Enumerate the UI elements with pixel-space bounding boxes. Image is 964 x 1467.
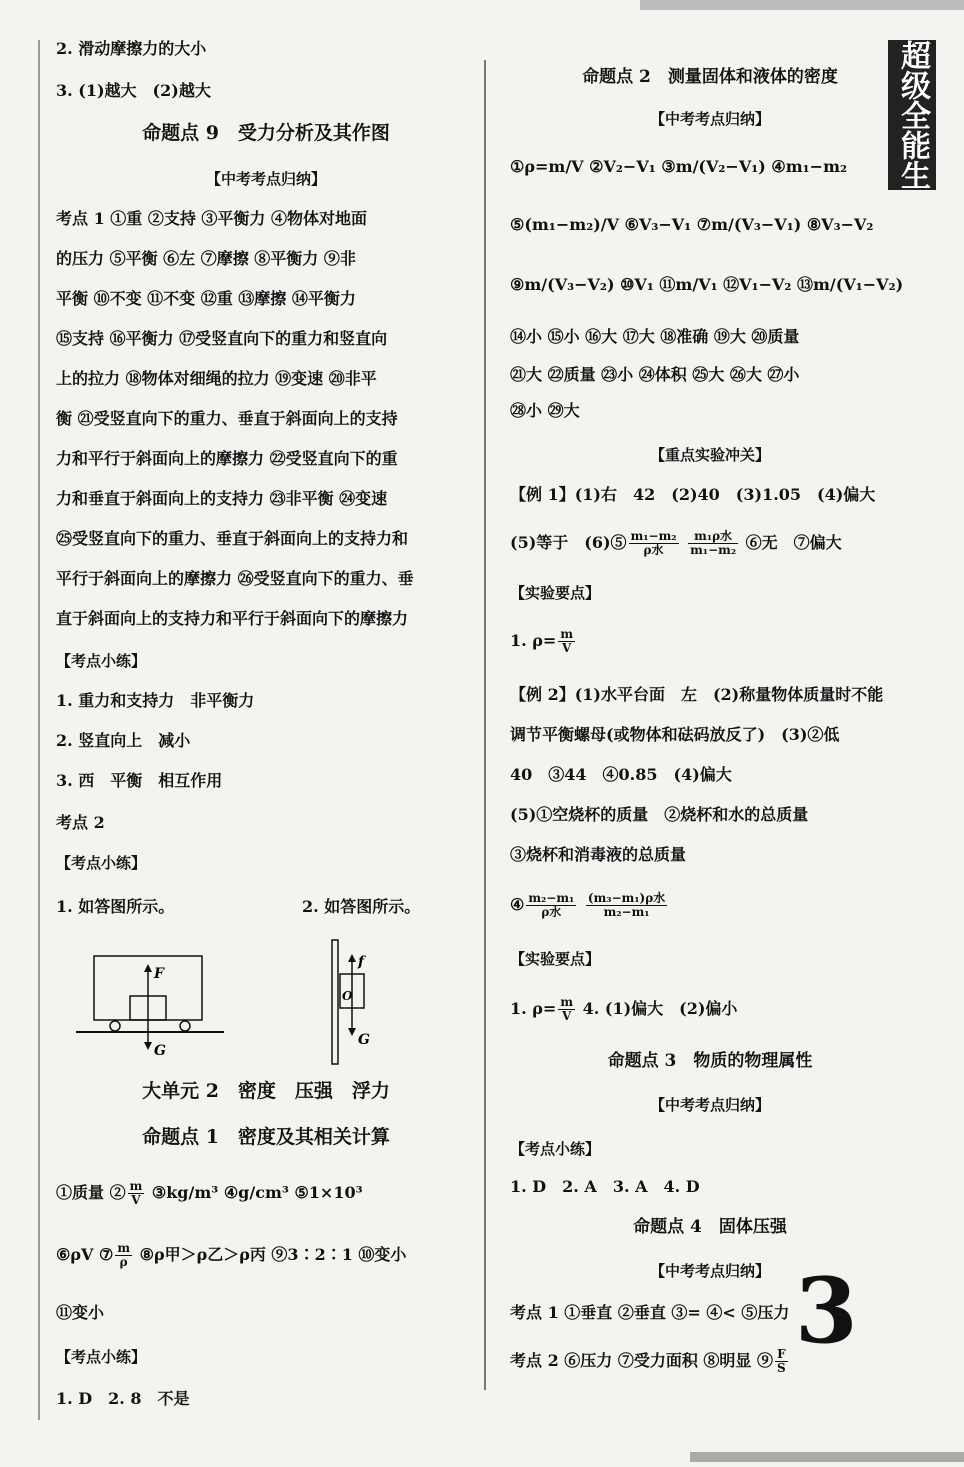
force-label-g: G	[154, 1043, 166, 1059]
denominator: V	[562, 1009, 572, 1023]
section-heading: 命题点 3 物质的物理属性	[607, 1051, 813, 1071]
scan-edge-bottom	[690, 1452, 964, 1462]
denominator: ρ水	[541, 905, 562, 919]
sub-heading: 【考点小练】	[56, 652, 147, 670]
text-span: 考点 2 ⑥压力 ⑦受力面积 ⑧明显 ⑨	[510, 1351, 773, 1370]
binding-edge	[38, 40, 40, 1420]
text-line: ㉑大 ㉒质量 ㉓小 ㉔体积 ㉕大 ㉖大 ㉗小	[510, 365, 800, 384]
text-line: ㉘小 ㉙大	[510, 401, 580, 420]
text-line: 3. (1)越大 (2)越大	[56, 81, 211, 100]
text-line: 考点 1 ①重 ②支持 ③平衡力 ④物体对地面	[56, 209, 367, 228]
text-line: 的压力 ⑤平衡 ⑥左 ⑦摩擦 ⑧平衡力 ⑨非	[56, 249, 356, 268]
text-line: ①ρ=m/V ②V₂−V₁ ③m/(V₂−V₁) ④m₁−m₂	[510, 157, 848, 176]
force-label-g2: G	[358, 1032, 370, 1048]
text-line: ⑤(m₁−m₂)/V ⑥V₃−V₁ ⑦m/(V₃−V₁) ⑧V₃−V₂	[510, 215, 874, 234]
numerator: m₂−m₁	[528, 891, 575, 905]
text-line	[510, 1348, 790, 1375]
fraction	[128, 1180, 145, 1207]
fraction	[629, 530, 679, 557]
fraction	[558, 996, 575, 1023]
text-line: 2. 如答图所示。	[302, 897, 421, 916]
force-label-f2: f	[358, 954, 365, 970]
numerator: m₁−m₂	[630, 529, 677, 543]
column-divider	[484, 60, 486, 1390]
text-line: 调节平衡螺母(或物体和砝码放反了) (3)②低	[510, 725, 840, 744]
text-line: 衡 ㉑受竖直向下的重力、垂直于斜面向上的支持	[56, 409, 398, 428]
numerator: m	[560, 627, 574, 641]
text-line: 考点 1 ①垂直 ②垂直 ③= ④< ⑤压力	[510, 1303, 790, 1322]
numerator: m	[560, 995, 574, 1009]
fraction	[688, 530, 738, 557]
text-line: 【例 2】(1)水平台面 左 (2)称量物体质量时不能	[510, 685, 884, 704]
force-diagram-wall	[322, 938, 402, 1068]
text-line: ⑭小 ⑮小 ⑯大 ⑰大 ⑱准确 ⑲大 ⑳质量	[510, 327, 800, 346]
text-line: 考点 2	[56, 813, 105, 832]
sub-heading: 【中考考点归纳】	[649, 110, 770, 128]
text-line: 平行于斜面向上的摩擦力 ㉖受竖直向下的重力、垂	[56, 569, 414, 588]
text-line: 1. D 2. 8 不是	[56, 1389, 190, 1408]
numerator: m₁ρ水	[688, 530, 738, 544]
text-line: 1. D 2. A 3. A 4. D	[510, 1177, 700, 1196]
numerator: F	[775, 1348, 788, 1362]
fraction	[526, 892, 576, 919]
text-line: 40 ③44 ④0.85 (4)偏大	[510, 765, 732, 784]
point-label-o: O	[342, 989, 353, 1003]
text-line: ⑪变小	[56, 1303, 105, 1322]
sub-heading: 【中考考点归纳】	[205, 170, 326, 188]
text-line: ⑮支持 ⑯平衡力 ⑰受竖直向下的重力和竖直向	[56, 329, 388, 348]
text-line: 上的拉力 ⑱物体对细绳的拉力 ⑲变速 ⑳非平	[56, 369, 377, 388]
denominator: ρ水	[643, 543, 664, 557]
sub-heading: 【中考考点归纳】	[649, 1262, 770, 1280]
text-line	[510, 628, 577, 655]
text-line: 1. 如答图所示。	[56, 897, 175, 916]
denominator: m₂−m₁	[603, 905, 650, 919]
section-heading: 命题点 2 测量固体和液体的密度	[582, 67, 838, 87]
force-diagram-cart	[74, 950, 234, 1060]
section-heading: 命题点 9 受力分析及其作图	[142, 122, 390, 144]
section-heading: 命题点 4 固体压强	[633, 1217, 787, 1237]
fraction	[115, 1242, 132, 1269]
text-span: 1. ρ=	[510, 631, 557, 650]
text-line: ③烧杯和消毒液的总质量	[510, 845, 687, 864]
force-label-f: F	[154, 966, 164, 982]
sub-heading: 【中考考点归纳】	[649, 1096, 770, 1114]
text-line: ㉕受竖直向下的重力、垂直于斜面向上的支持力和	[56, 529, 409, 548]
sub-heading: 【重点实验冲关】	[649, 446, 770, 464]
page-number: 3	[795, 1258, 858, 1364]
denominator: m₁−m₂	[690, 543, 737, 557]
text-line: 力和平行于斜面向上的摩擦力 ㉒受竖直向下的重	[56, 449, 398, 468]
text-span: 4. (1)偏大 (2)偏小	[582, 999, 738, 1018]
sub-heading: 【实验要点】	[510, 584, 601, 602]
numerator: (m₃−m₁)ρ水	[587, 891, 666, 905]
text-line: 力和垂直于斜面向上的支持力 ㉓非平衡 ㉔变速	[56, 489, 388, 508]
numerator: m	[117, 1241, 131, 1255]
text-line: 【例 1】(1)右 42 (2)40 (3)1.05 (4)偏大	[510, 485, 876, 504]
denominator: V	[131, 1193, 141, 1207]
text-line: 2. 滑动摩擦力的大小	[56, 39, 207, 58]
fraction	[775, 1348, 788, 1375]
sub-heading: 【考点小练】	[56, 854, 147, 872]
fraction	[558, 628, 575, 655]
text-line	[510, 530, 842, 557]
text-span: (5)等于 (6)⑤	[510, 533, 627, 552]
fraction	[586, 892, 667, 919]
sub-heading: 【考点小练】	[510, 1140, 601, 1158]
denominator: ρ	[119, 1255, 128, 1269]
text-line	[510, 892, 669, 919]
text-span: ③kg/m³ ④g/cm³ ⑤1×10³	[151, 1183, 363, 1202]
scan-edge-top	[640, 0, 964, 10]
text-line: (5)①空烧杯的质量 ②烧杯和水的总质量	[510, 805, 809, 824]
text-span: 1. ρ=	[510, 999, 557, 1018]
text-line	[510, 996, 737, 1023]
text-line: ⑨m/(V₃−V₂) ⑩V₁ ⑪m/V₁ ⑫V₁−V₂ ⑬m/(V₁−V₂)	[510, 275, 904, 294]
text-line: 直于斜面向上的支持力和平行于斜面向下的摩擦力	[56, 609, 409, 628]
text-line: 1. 重力和支持力 非平衡力	[56, 691, 255, 710]
numerator: m	[129, 1179, 143, 1193]
text-span: ⑥无 ⑦偏大	[745, 533, 842, 552]
text-line: 平衡 ⑩不变 ⑪不变 ⑫重 ⑬摩擦 ⑭平衡力	[56, 289, 356, 308]
denominator: S	[777, 1361, 786, 1375]
text-span: ④	[510, 895, 525, 914]
text-line	[56, 1180, 363, 1207]
sub-heading: 【考点小练】	[56, 1348, 147, 1366]
side-tab-label: 超级全能生	[888, 40, 936, 190]
text-line: 2. 竖直向上 减小	[56, 731, 191, 750]
text-span: ⑥ρV ⑦	[56, 1245, 114, 1264]
denominator: V	[562, 641, 572, 655]
text-line: 3. 西 平衡 相互作用	[56, 771, 223, 790]
text-span: ①质量 ②	[56, 1183, 126, 1202]
text-line	[56, 1242, 406, 1269]
unit-heading: 大单元 2 密度 压强 浮力	[142, 1080, 390, 1102]
sub-heading: 【实验要点】	[510, 950, 601, 968]
section-heading: 命题点 1 密度及其相关计算	[142, 1126, 390, 1148]
text-span: ⑧ρ甲＞ρ乙＞ρ丙 ⑨3∶2∶1 ⑩变小	[139, 1245, 407, 1264]
